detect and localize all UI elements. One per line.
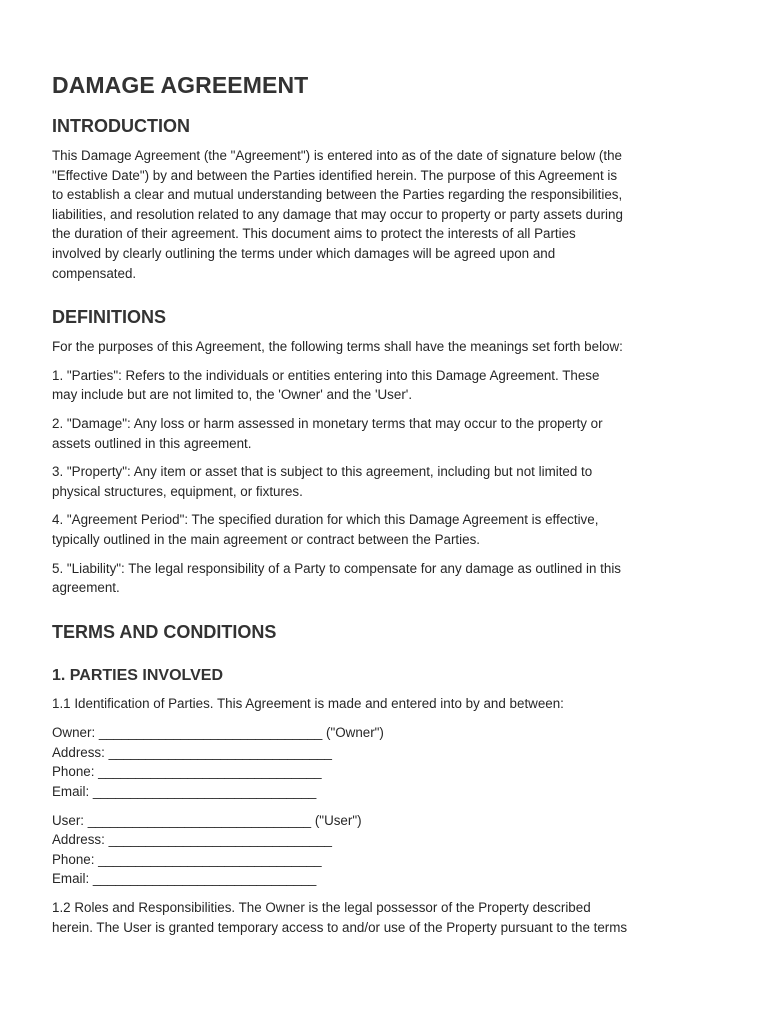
owner-fields-block <box>52 723 718 801</box>
definition-item-damage <box>52 414 718 453</box>
introduction-line: the duration of their agreement. This document aims to protect the interests of all Parties <box>52 226 576 242</box>
introduction-line: liabilities, and resolution related to any damage that may occur to property or party assets during <box>52 206 623 222</box>
definition-line: assets outlined in this agreement. <box>52 435 252 451</box>
definition-item-parties <box>52 366 718 405</box>
definition-line: may include but are not limited to, the 'Owner' and the 'User'. <box>52 387 413 403</box>
identification-of-parties: 1.1 Identification of Parties. This Agreement is made and entered into by and between: <box>52 695 564 711</box>
terms-heading: TERMS AND CONDITIONS <box>52 621 277 642</box>
user-phone-field[interactable]: Phone: ______________________________ <box>52 851 322 867</box>
user-address-field[interactable]: Address: ______________________________ <box>52 832 332 848</box>
user-email-field[interactable]: Email: ______________________________ <box>52 871 317 887</box>
parties-involved-heading: 1. PARTIES INVOLVED <box>52 666 223 684</box>
introduction-line: compensated. <box>52 265 137 281</box>
owner-email-field[interactable]: Email: ______________________________ <box>52 784 317 800</box>
roles-line: herein. The User is granted temporary access to and/or use of the Property pursuant to the terms <box>52 919 628 935</box>
definition-line: 5. "Liability": The legal responsibility of a Party to compensate for any damage as outlined in this <box>52 560 622 576</box>
definition-item-property <box>52 462 718 501</box>
definitions-heading: DEFINITIONS <box>52 307 167 328</box>
definition-item-liability <box>52 559 718 598</box>
introduction-line: "Effective Date") by and between the Parties identified herein. The purpose of this Agreement is <box>52 167 618 183</box>
document-title: DAMAGE AGREEMENT <box>52 72 309 98</box>
user-name-field[interactable]: User: ______________________________ ("User") <box>52 812 362 828</box>
introduction-line: involved by clearly outlining the terms under which damages will be agreed upon and <box>52 245 556 261</box>
definition-line: 3. "Property": Any item or asset that is subject to this agreement, including but not limited to <box>52 464 593 480</box>
definition-line: 1. "Parties": Refers to the individuals or entities entering into this Damage Agreement. These <box>52 367 600 383</box>
definitions-intro: For the purposes of this Agreement, the following terms shall have the meanings set forth below: <box>52 339 623 355</box>
definition-line: 2. "Damage": Any loss or harm assessed in monetary terms that may occur to the property or <box>52 415 603 431</box>
user-fields-block <box>52 811 718 889</box>
definition-line: 4. "Agreement Period": The specified duration for which this Damage Agreement is effective, <box>52 512 599 528</box>
roles-and-responsibilities <box>52 898 718 937</box>
definition-item-agreement-period <box>52 510 718 549</box>
owner-phone-field[interactable]: Phone: ______________________________ <box>52 764 322 780</box>
introduction-line: This Damage Agreement (the "Agreement") is entered into as of the date of signature below (the <box>52 148 622 163</box>
roles-line: 1.2 Roles and Responsibilities. The Owner is the legal possessor of the Property described <box>52 900 591 916</box>
owner-name-field[interactable]: Owner: ______________________________ ("Owner") <box>52 725 384 741</box>
introduction-heading: INTRODUCTION <box>52 116 190 136</box>
owner-address-field[interactable]: Address: ______________________________ <box>52 744 332 760</box>
definition-line: typically outlined in the main agreement or contract between the Parties. <box>52 531 480 547</box>
introduction-paragraph <box>52 146 718 283</box>
definition-line: physical structures, equipment, or fixtures. <box>52 483 303 499</box>
definition-line: agreement. <box>52 580 120 596</box>
introduction-line: to establish a clear and mutual understanding between the Parties regarding the responsibilities, <box>52 187 623 203</box>
